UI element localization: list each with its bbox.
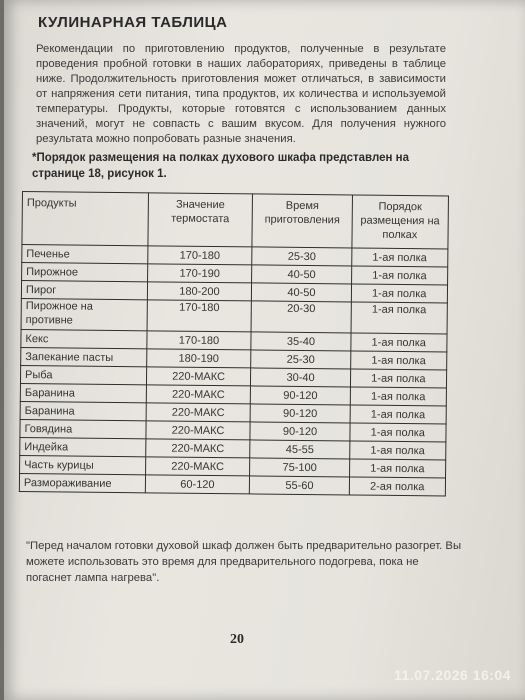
cell-time: 25-30 xyxy=(251,350,350,369)
cell-shelf: 1-ая полка xyxy=(351,302,448,334)
header-time: Время приготовления xyxy=(252,194,352,248)
cell-product: Баранина xyxy=(20,383,146,402)
cell-product: Пирожное xyxy=(22,263,148,282)
page-title: КУЛИНАРНАЯ ТАБЛИЦА xyxy=(38,14,228,31)
cell-time: 40-50 xyxy=(252,265,351,284)
cell-thermostat: 180-190 xyxy=(146,349,251,368)
page-number: 20 xyxy=(230,632,244,647)
cell-time: 25-30 xyxy=(252,247,351,266)
cell-time: 30-40 xyxy=(251,368,350,387)
cell-shelf: 1-ая полка xyxy=(350,423,447,442)
cell-thermostat: 180-200 xyxy=(147,282,252,301)
photo-timestamp: 11.07.2026 16:04 xyxy=(394,667,511,683)
cell-shelf: 1-ая полка xyxy=(351,266,448,285)
shelf-placement-note: *Порядок размещения на полках духового шкафа представлен на странице 18, рисунок 1. xyxy=(32,152,409,180)
table-row xyxy=(19,473,445,495)
cell-thermostat: 220-МАКС xyxy=(146,385,251,404)
cooking-table xyxy=(19,191,449,496)
header-thermostat: Значение термостата xyxy=(148,193,253,247)
cell-thermostat: 220-МАКС xyxy=(146,421,251,440)
cell-thermostat: 170-180 xyxy=(147,246,252,265)
cell-thermostat: 220-МАКС xyxy=(146,403,251,422)
cell-shelf: 1-ая полка xyxy=(350,387,447,406)
intro-paragraph: Рекомендации по приготовлению продуктов, полученные в результате проведения пробной готовки в наших лабораториях, приведены в таблице ниже. Продолжительность приготовления может отличаться, в зависимости от напряжения сети питания, типа продуктов, их количества и используемой температуры. Продукты, которые готовятся с использованием данных значений, могут не совпасть с вашим вкусом. Для получения нужного результата можно попробовать разные значения. xyxy=(36,43,446,145)
cell-thermostat: 220-МАКС xyxy=(145,457,250,476)
cell-product: Часть курицы xyxy=(20,455,146,474)
cell-product: Пирог xyxy=(21,281,147,300)
table-row xyxy=(21,298,447,333)
cell-product: Говядина xyxy=(20,419,146,438)
header-shelf: Порядок размещения на полках xyxy=(352,195,449,249)
cell-time: 45-55 xyxy=(250,440,349,459)
cell-product: Индейка xyxy=(20,437,146,456)
cell-product: Кекс xyxy=(21,329,147,348)
cell-time: 55-60 xyxy=(250,476,349,495)
cell-thermostat: 170-180 xyxy=(147,300,252,332)
table-body xyxy=(19,245,448,496)
cell-shelf: 1-ая полка xyxy=(350,351,447,370)
cell-time: 75-100 xyxy=(250,458,349,477)
manual-page xyxy=(4,0,525,700)
cell-shelf: 1-ая полка xyxy=(351,248,448,267)
cell-time: 20-30 xyxy=(251,301,351,333)
cell-thermostat: 170-190 xyxy=(147,264,252,283)
cell-shelf: 1-ая полка xyxy=(349,441,446,460)
cell-shelf: 1-ая полка xyxy=(351,284,448,303)
cell-thermostat: 60-120 xyxy=(145,475,250,494)
cell-product: Запекание пасты xyxy=(21,347,147,366)
header-products: Продукты xyxy=(22,192,148,246)
cell-product: Пирожное на противне xyxy=(21,298,147,330)
cell-product: Рыба xyxy=(20,365,146,384)
table-header-row xyxy=(22,192,449,249)
cell-thermostat: 220-МАКС xyxy=(145,439,250,458)
cell-shelf: 2-ая полка xyxy=(349,477,446,496)
cell-shelf: 1-ая полка xyxy=(350,333,447,352)
cell-shelf: 1-ая полка xyxy=(349,459,446,478)
cell-time: 90-120 xyxy=(251,386,350,405)
cell-time: 35-40 xyxy=(251,332,350,351)
cell-product: Размораживание xyxy=(19,473,145,492)
cell-time: 90-120 xyxy=(250,404,349,423)
cell-time: 90-120 xyxy=(250,422,349,441)
cell-thermostat: 220-МАКС xyxy=(146,367,251,386)
cell-product: Баранина xyxy=(20,401,146,420)
preheat-note: "Перед началом готовки духовой шкаф должен быть предварительно разогрет. Вы можете использовать это время для предварительного подогрева, пока не погаснет лампа нагрева". xyxy=(26,540,462,584)
cell-time: 40-50 xyxy=(252,283,351,302)
cell-shelf: 1-ая полка xyxy=(350,405,447,424)
cell-product: Печенье xyxy=(22,245,148,264)
cell-shelf: 1-ая полка xyxy=(350,369,447,388)
cell-thermostat: 170-180 xyxy=(147,331,252,350)
